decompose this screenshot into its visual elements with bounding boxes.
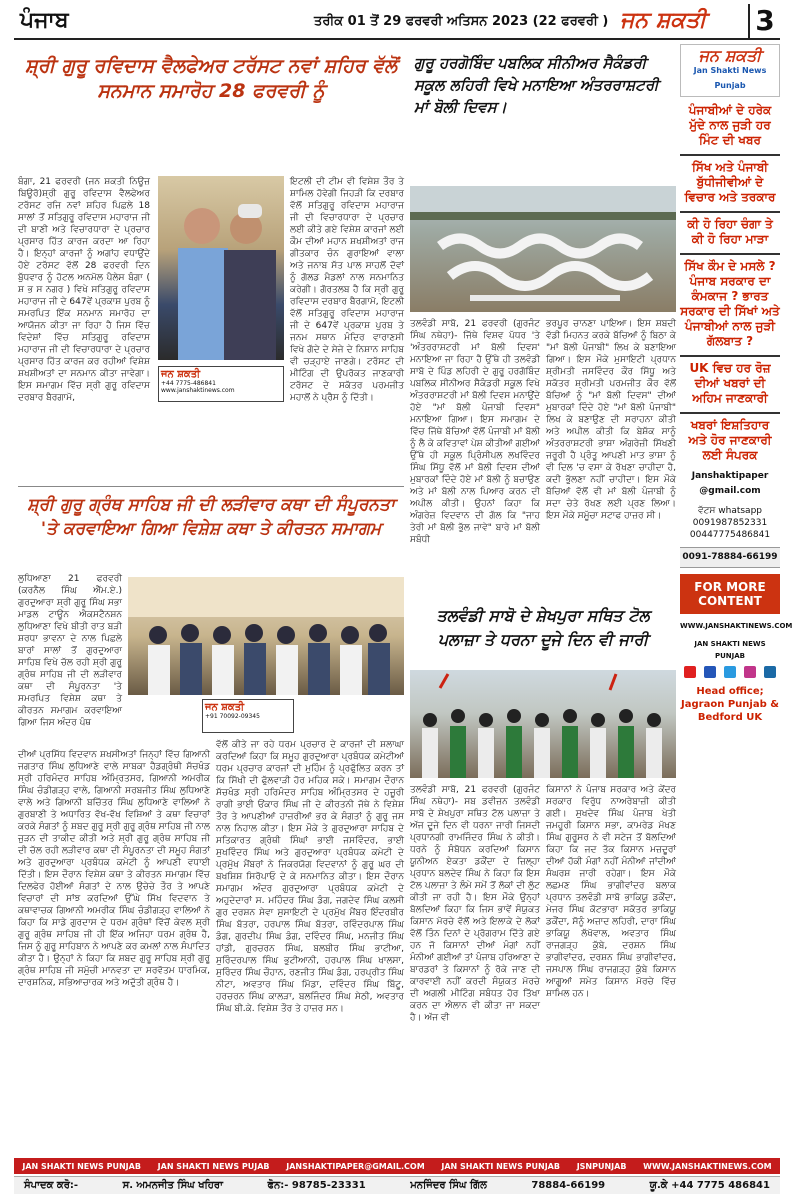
divider xyxy=(680,154,780,156)
ad-url: www.janshaktinews.com xyxy=(161,387,235,394)
article-3-headline: ਸ਼੍ਰੀ ਗੁਰੂ ਗ੍ਰੰਥ ਸਾਹਿਬ ਜੀ ਦੀ ਲੜੀਵਾਰ ਕਥਾ ਦੀ ਸੰਪੂਰਨਤਾ 'ਤੇ ਕਰਵਾਇਆ ਗਿਆ ਵਿਸ਼ੇਸ਼ ਕਥਾ ਤੇ ਕੀਰਤਨ ਸਮਾਗਮ xyxy=(27,495,395,539)
divider xyxy=(680,253,780,255)
divider xyxy=(680,355,780,357)
section-title: ਪੰਜਾਬ xyxy=(20,8,69,33)
footer-facebook[interactable]: JAN SHAKTI NEWS PUJAB xyxy=(157,1161,270,1171)
ad-box-1 xyxy=(158,366,284,402)
page-header xyxy=(14,6,780,40)
article-2-col1: ਤਲਵੰਡੀ ਸਾਬੋ, 21 ਫਰਵਰੀ (ਗੁਰਜੰਟ ਸਿੰਘ ਨਥੇਹਾ)- ਜਿੱਥੇ ਵਿਸ਼ਵ ਪੱਧਰ 'ਤੇ 'ਅੰਤਰਰਾਸ਼ਟਰੀ ਮਾਂ ਬੋਲੀ ਦਿਵਸ' ਮਨਾਇਆ ਜਾ ਰਿਹਾ ਹੈ ਉੱਥੇ ਹੀ ਤਲਵੰਡੀ ਸਾਬੋ ਦੇ ਪਿੰਡ ਲਹਿਰੀ ਦੇ ਗੁਰੂ ਹਰਗੋਬਿੰਦ ਪਬਲਿਕ ਸੀਨੀਅਰ ਸੈਕੰਡਰੀ ਸਕੂਲ ਵਿਖੇ ਅੰਤਰਰਾਸ਼ਟਰੀ ਮਾਂ ਬੋਲੀ ਦਿਵਸ ਮਨਾਉਂਦੇ ਹੋਏ "ਮਾਂ ਬੋਲੀ ਪੰਜਾਬੀ ਦਿਵਸ" ਮਨਾਇਆ ਗਿਆ। ਇਸ ਸਮਾਗਮ ਦੇ ਵਿੱਚ ਜਿੱਥੇ ਬੱਚਿਆਂ ਵੱਲੋਂ ਪੰਜਾਬੀ ਮਾਂ ਬੋਲੀ ਨੂੰ ਲੈ ਕੇ ਕਵਿਤਾਵਾਂ ਪੇਸ਼ ਕੀਤੀਆਂ ਗਈਆਂ ਉੱਥੇ ਹੀ ਸਕੂਲ ਪ੍ਰਿੰਸੀਪਲ ਲਖਵਿੰਦਰ ਸਿੰਘ ਸਿੱਧੂ ਵੱਲੋਂ ਮਾਂ ਬੋਲੀ ਦਿਵਸ ਦੀਆਂ ਮੁਬਾਰਕਾਂ ਦਿੰਦੇ ਹੋਏ ਮਾਂ ਬੋਲੀ ਨੂੰ ਬਚਾਉਣ ਅਤੇ ਮਾਂ ਬੋਲੀ ਨਾਲ ਪਿਆਰ ਕਰਨ ਦੀ ਅਪੀਲ ਕੀਤੀ। ਉਹਨਾਂ ਕਿਹਾ ਕਿ ਅੰਗਰੇਜ਼ ਵਿਦਵਾਨ ਦੀ ਗੱਲ ਕਿ "ਜਾਹ ਤੇਰੀ ਮਾਂ ਬੋਲੀ ਭੁੱਲ ਜਾਵੇ" ਬਾਰੇ ਮਾਂ ਬੋਲੀ ਸਬੰਧੀ xyxy=(410,319,540,545)
sidebar-brand-block xyxy=(680,44,780,97)
sidebar-b1: ਪੰਜਾਬੀਆਂ ਦੇ ਹਰੇਕ ਮੁੱਦੇ ਨਾਲ ਜੁੜੀ ਹਰ ਮਿੰਟ ਦੀ ਖਬਰ xyxy=(688,103,772,147)
portrait-photo xyxy=(158,176,284,360)
sidebar-social-label: JAN SHAKTI NEWS PUNJAB xyxy=(694,640,766,660)
sidebar-phone: 0091-78884-66199 xyxy=(680,547,780,568)
whatsapp-number-1: 0091987852331 xyxy=(692,518,768,528)
editor-name: ਸ. ਅਮਨਜੀਤ ਸਿੰਘ ਖਹਿਰਾ xyxy=(122,1180,223,1191)
sidebar-b6: ਖਬਰਾਂ ਇਸ਼ਤਿਹਾਰ ਅਤੇ ਹੋਰ ਜਾਣਕਾਰੀ ਲਈ ਸੰਪਰਕ xyxy=(688,418,772,462)
linkedin-icon[interactable] xyxy=(764,666,776,678)
masthead-logo: ਜਨ ਸ਼ਕਤੀ xyxy=(620,8,707,33)
ad-brand: ਜਨ ਸ਼ਕਤੀ xyxy=(161,369,201,380)
manager-phone: 78884-66199 xyxy=(531,1180,606,1191)
article-3 xyxy=(18,486,404,1150)
article-4-headline: ਤਲਵੰਡੀ ਸਾਬੋ ਦੇ ਸ਼ੇਖਪੁਰਾ ਸਥਿਤ ਟੋਲ ਪਲਾਜ਼ਾ ਤੇ ਧਰਨਾ ਦੂਜੇ ਦਿਨ ਵੀ ਜਾਰੀ xyxy=(436,606,650,649)
students-formation-photo xyxy=(410,186,676,312)
article-2-col2: ਭਰਪੂਰ ਚਾਨਣਾ ਪਾਇਆ। ਇਸ ਸ਼ਬਦੀ ਵੱਡੀ ਮਿਹਨਤ ਕਰਕੇ ਬੱਚਿਆਂ ਨੂੰ ਬਿਠਾ ਕੇ "ਮਾਂ ਬੋਲੀ ਪੰਜਾਬੀ" ਲਿਖ ਕੇ ਬਣਾਇਆ ਗਿਆ। ਇਸ ਮੌਕੇ ਮੁਸਾਇਟੀ ਪ੍ਰਧਾਨ ਸ਼੍ਰੀਮਤੀ ਜਸਵਿੰਦਰ ਕੌਰ ਸਿੱਧੂ ਅਤੇ ਸਕੱਤਰ ਸ਼੍ਰੀਮਤੀ ਪਰਮਜੀਤ ਕੌਰ ਵੱਲੋਂ ਬੱਚਿਆਂ ਨੂੰ "ਮਾਂ ਬੋਲੀ ਦਿਵਸ" ਦੀਆਂ ਮੁਬਾਰਕਾਂ ਦਿੰਦੇ ਹੋਏ "ਮਾਂ ਬੋਲੀ ਪੰਜਾਬੀ" ਲਿਖ ਕੇ ਬਣਾਉਣ ਦੀ ਸਰਾਹਨਾ ਕੀਤੀ ਅਤੇ ਅਪੀਲ ਕੀਤੀ ਕਿ ਬੇਸ਼ੱਕ ਸਾਨੂੰ ਅੰਤਰਰਾਸ਼ਟਰੀ ਭਾਸ਼ਾ ਅੰਗਰੇਜ਼ੀ ਸਿੱਖਣੀ ਜਰੂਰੀ ਹੈ ਪ੍ਰੰਤੂ ਆਪਣੀ ਮਾਤ ਭਾਸ਼ਾ ਨੂੰ ਵੀ ਦਿਲ 'ਚ ਵਸਾ ਕੇ ਰੱਖਣਾ ਚਾਹੀਦਾ ਹੈ, ਕਦੀ ਭੁੱਲਣਾ ਨਹੀਂ ਚਾਹੀਦਾ। ਇਸ ਮੌਕੇ ਬੱਚਿਆਂ ਵੱਲੋਂ ਵੀ ਮਾਂ ਬੋਲੀ ਪੰਜਾਬੀ ਨੂੰ ਸਦਾ ਚੇਤੇ ਰੱਖਣ ਲਈ ਪ੍ਰਣ ਲਿਆ। ਇਸ ਮੌਕੇ ਸਮੂੱਚਾ ਸਟਾਫ ਹਾਜ਼ਰ ਸੀ। xyxy=(546,319,676,521)
article-1-col1: ਬੰਗਾ, 21 ਫਰਵਰੀ (ਜਨ ਸ਼ਕਤੀ ਨਿਊਜ਼ ਬਿਊਰੋ)ਸ਼੍ਰੀ ਗੁਰੂ ਰਵਿਦਾਸ ਵੈਲਫੇਅਰ ਟਰੱਸਟ ਰਜਿ ਨਵਾਂ ਸ਼ਹਿਰ ਪਿਛਲੇ 18 ਸਾਲਾਂ ਤੋਂ ਸਤਿਗੁਰੂ ਰਵਿਦਾਸ ਮਹਾਰਾਜ ਜੀ ਦੀ ਬਾਣੀ ਅਤੇ ਵਿਚਾਰਧਾਰਾ ਦੇ ਪ੍ਰਚਾਰ ਪ੍ਰਸਾਰ ਹਿੱਤ ਕਾਰਜ ਕਰਦਾ ਆ ਰਿਹਾ ਹੈ। ਇਨ੍ਹਾਂ ਕਾਰਜਾਂ ਨੂੰ ਅਗਾਂਹ ਵਧਾਉਂਦੇ ਹੋਏ ਟਰੱਸਟ ਵੱਲੋਂ 28 ਫਰਵਰੀ ਦਿਨ ਬੁੱਧਵਾਰ ਨੂੰ ਹੋਟਲ ਅਨਮੋਲ ਪੈਲੇਸ ਬੰਗਾ ( ਸ਼ ਭ ਸ ਨਗਰ ) ਵਿਖੇ ਸਤਿਗੁਰੂ ਰਵਿਦਾਸ ਮਹਾਰਾਜ ਜੀ ਦੇ 647ਵੇਂ ਪ੍ਰਕਾਸ਼ ਪੁਰਬ ਨੂੰ ਸਮਰਪਿਤ ਇੱਕ ਸਨਮਾਨ ਸਮਾਰੋਹ ਦਾ ਆਯੋਜਨ ਕੀਤਾ ਜਾ ਰਿਹਾ ਹੈ ਜਿਸ ਵਿੱਚ ਵਿਦੇਸ਼ਾਂ ਵਿੱਚ ਸਤਿਗੁਰੂ ਰਵਿਦਾਸ ਮਹਾਰਾਜ ਜੀ ਦੀ ਵਿਚਾਰਧਾਰਾ ਦੇ ਪ੍ਰਚਾਰ ਪ੍ਰਸਾਰ ਹਿੱਤ ਕਾਰਜ ਕਰ ਰਹੀਆਂ ਵਿਸ਼ੇਸ਼ ਸ਼ਖਸ਼ੀਅਤਾਂ ਦਾ ਸਨਮਾਨ ਕੀਤਾ ਜਾਵੇਗਾ। ਇਸ ਸਮਾਗਮ ਵਿੱਚ ਸ੍ਰੀ ਗੁਰੂ ਰਵਿਦਾਸ ਦਰਬਾਰ ਬੈਰਗਾਮੋ, xyxy=(18,177,150,403)
gathering-photo xyxy=(128,577,404,695)
footer-email[interactable]: JANSHAKTIPAPER@GMAIL.COM xyxy=(286,1161,425,1171)
whatsapp-label: ਵੱਟਸ whatsapp xyxy=(698,506,762,516)
article-4 xyxy=(410,600,676,1150)
sidebar xyxy=(680,44,792,1144)
article-4-col1: ਤਲਵੰਡੀ ਸਾਬੋ, 21 ਫਰਵਰੀ (ਗੁਰਜੰਟ ਸਿੰਘ ਨਥੇਹਾ)- ਸਬ ਡਵੀਜ਼ਨ ਤਲਵੰਡੀ ਸਾਬੋ ਦੇ ਸ਼ੇਖਪੁਰਾ ਸਥਿਤ ਟੋਲ ਪਲਾਜ਼ਾ ਤੇ ਅੱਜ ਦੂਜੇ ਦਿਨ ਵੀ ਧਰਨਾ ਜਾਰੀ ਜਿਸਦੀ ਪ੍ਰਧਾਨਗੀ ਰਾਮਜਿੰਦਰ ਸਿੰਘ ਨੇ ਕੀਤੀ। ਧਰਨੇ ਨੂੰ ਸੰਬੋਧਨ ਕਰਦਿਆਂ ਕਿਸਾਨ ਯੂਨੀਅਨ ਏਕਤਾ ਡਕੌਂਦਾ ਦੇ ਜ਼ਿਲ੍ਹਾ ਪ੍ਰਧਾਨ ਬਲਦੇਵ ਸਿੰਘ ਨੇ ਕਿਹਾ ਕਿ ਇਸ ਟੋਲ ਪਲਾਜ਼ਾ ਤੇ ਲੰਮੇ ਸਮੇਂ ਤੋਂ ਲੋਕਾਂ ਦੀ ਲੁੱਟ ਕੀਤੀ ਜਾ ਰਹੀ ਹੈ। ਇਸ ਮੌਕੇ ਉਨ੍ਹਾਂ ਬੋਲਦਿਆਂ ਕਿਹਾ ਕਿ ਜਿਸ ਭਾਵੇਂ ਸੰਯੁਕਤ ਕਿਸਾਨ ਮੋਰਚੇ ਵੱਲੋਂ ਅਤੇ ਇਲਾਕੇ ਦੇ ਲੋਕਾਂ ਵੱਲੋਂ ਤਿੰਨ ਦਿਨਾਂ ਦੇ ਪ੍ਰੋਗਰਾਮ ਦਿੱਤੇ ਗਏ ਹਨ ਜੋ ਕਿਸਾਨਾਂ ਦੀਆਂ ਮੰਗਾਂ ਨਹੀਂ ਮੰਨੀਆਂ ਗਈਆਂ ਤਾਂ ਪੰਜਾਬ ਹਰਿਆਣਾ ਦੇ ਬਾਰਡਰਾਂ ਤੇ ਕਿਸਾਨਾਂ ਨੂੰ ਰੋਕੇ ਜਾਣ ਦੀ ਕਾਰਵਾਈ ਨਹੀਂ ਕਰਦੀ ਸੰਯੁਕਤ ਮੋਰਚੇ ਦੀ ਅਗਲੀ ਮੀਟਿੰਗ ਸਬੰਧਤ ਹੋਰ ਤਿੱਖਾ ਕਰਨ ਦਾ ਐਲਾਨ ਵੀ ਕੀਤਾ ਜਾ ਸਕਦਾ ਹੈ। ਅੱਜ ਵੀ xyxy=(410,785,540,1023)
footer-twitter[interactable]: JSNPUNJAB xyxy=(576,1161,627,1171)
sidebar-b3: ਕੀ ਹੋ ਰਿਹਾ ਚੰਗਾ ਤੇ ਕੀ ਹੋ ਰਿਹਾ ਮਾੜਾ xyxy=(687,217,773,246)
sidebar-b2: ਸਿੱਖ ਅਤੇ ਪੰਜਾਬੀ ਬੁੱਧੀਜੀਵੀਆਂ ਦੇ ਵਿਚਾਰ ਅਤੇ ਤਰਕਾਰ xyxy=(684,160,776,204)
article-1 xyxy=(18,48,404,488)
article-2 xyxy=(410,48,676,545)
instagram-icon[interactable] xyxy=(744,666,756,678)
editor-phone: ਫੋਨ:- 98785-23331 xyxy=(267,1180,366,1191)
youtube-icon[interactable] xyxy=(684,666,696,678)
article-1-headline: ਸ਼੍ਰੀ ਗੁਰੂ ਰਵਿਦਾਸ ਵੈਲਫੇਅਰ ਟਰੱਸਟ ਨਵਾਂ ਸ਼ਹਿਰ ਵੱਲੋਂ ਸਨਮਾਨ ਸਮਾਰੋਹ 28 ਫਰਵਰੀ ਨੂੰ xyxy=(24,55,398,102)
article-4-col2: ਕਿਸਾਨਾਂ ਨੇ ਪੰਜਾਬ ਸਰਕਾਰ ਅਤੇ ਕੇਂਦਰ ਸਰਕਾਰ ਵਿਰੁੱਧ ਨਾਅਰੇਬਾਜ਼ੀ ਕੀਤੀ ਗਈ। ਸੁਖਦੇਵ ਸਿੰਘ ਪੰਜਾਬ ਖੇਤੀ ਜਮਹੂਰੀ ਕਿਸਾਨ ਸਭਾ, ਕਾਮਰੇਡ ਮੱਖਣ ਸਿੰਘ ਗੁਰੂਸਰ ਨੇ ਵੀ ਸਟੇਜ ਤੋਂ ਬੋਲਦਿਆਂ ਕਿਹਾ ਕਿ ਜਦ ਤੱਕ ਕਿਸਾਨ ਮਜ਼ਦੂਰਾਂ ਦੀਆਂ ਹੱਕੀ ਮੰਗਾਂ ਨਹੀਂ ਮੰਨੀਆਂ ਜਾਂਦੀਆਂ ਸੰਘਰਸ਼ ਜਾਰੀ ਰਹੇਗਾ। ਇਸ ਮੌਕੇ ਲਛਮਣ ਸਿੰਘ ਭਾਗੀਵਾਂਦਰ ਬਲਾਕ ਪ੍ਰਧਾਨ ਤਲਵੰਡੀ ਸਾਬੋ ਭਾਕਿਯੂ ਡਕੌਂਦਾ, ਮੇਜਰ ਸਿੰਘ ਕੋਟਭਾਰਾ ਸਕੱਤਰ ਭਾਕਿਯੂ ਡਕੌਂਦਾ, ਸੋਨੂੰ ਅਜ਼ਾਦ ਲਹਿਰੀ, ਦਾਰਾ ਸਿੰਘ ਭਾਕਿਯੂ ਲੱਖੋਵਾਲ, ਅਵਤਾਰ ਸਿੰਘ ਰਾਜਗੜ੍ਹ ਕੁੱਬੇ, ਦਰਸ਼ਨ ਸਿੰਘ ਭਾਗੀਵਾਂਦਰ, ਦਰਸ਼ਨ ਸਿੰਘ ਭਾਗੀਵਾਂਦਰ, ਜਸਪਾਲ ਸਿੰਘ ਰਾਜਗੜ੍ਹ ਕੁੱਬੇ ਕਿਸਾਨ ਆਗੂਆਂ ਸਮੇਤ ਕਿਸਾਨ ਮੋਰਚੇ ਵਿੱਚ ਸ਼ਾਮਿਲ ਹਨ। xyxy=(546,785,676,999)
article-4-photo xyxy=(410,670,676,778)
page-number: 3 xyxy=(748,4,780,40)
more-content-banner: FOR MORE CONTENT xyxy=(680,574,780,614)
divider xyxy=(680,412,780,414)
article-2-photo xyxy=(410,186,676,312)
article-3-col1: ਦੀਆਂ ਪ੍ਰਸਿੱਧ ਵਿਦਵਾਨ ਸ਼ਖਸੀਅਤਾਂ ਜਿਨ੍ਹਾਂ ਵਿੱਚ ਗਿਆਨੀ ਜਗਤਾਰ ਸਿੰਘ ਲੁਧਿਆਣੇ ਵਾਲੇ ਸਾਬਕਾ ਹੈਡਗ੍ਰੰਥੀ ਸੱਚਖੰਡ ਸ੍ਰੀ ਹਰਿਮੰਦਰ ਸਾਹਿਬ ਅੰਮ੍ਰਿਤਸਰ, ਗਿਆਨੀ ਅਮਰੀਕ ਸਿੰਘ ਚੰਡੀਗੜ੍ਹ ਵਾਲੇ, ਗਿਆਨੀ ਸਰਬਜੀਤ ਸਿੰਘ ਲੁਧਿਆਣੇ ਵਾਲੇ ਅਤੇ ਗਿਆਨੀ ਬਚਿੱਤਰ ਸਿੰਘ ਲੁਧਿਆਣੇ ਵਾਲਿਆਂ ਨੇ ਗੁਰਬਾਣੀ ਤੇ ਅਧਾਰਿਤ ਵੱਖ-ਵੱਖ ਵਿਸ਼ਿਆਂ ਤੇ ਕਥਾ ਵਿਚਾਰਾਂ ਕਰਕੇ ਸੰਗਤਾਂ ਨੂੰ ਸ਼ਬਦ ਗੁਰੂ ਸ੍ਰੀ ਗੁਰੂ ਗ੍ਰੰਥ ਸਾਹਿਬ ਜੀ ਨਾਲ ਜੁੜਨ ਦੀ ਤਾਕੀਦ ਕੀਤੀ ਅਤੇ ਸ਼੍ਰੀ ਗੁਰੂ ਗ੍ਰੰਥ ਸਾਹਿਬ ਜੀ ਦੀ ਚੱਲ ਰਹੀ ਲੜੀਵਾਰ ਕਥਾ ਦੀ ਸੰਪੂਰਨਤਾ ਦੀ ਸਮੂਹ ਸੰਗਤਾਂ ਅਤੇ ਗੁਰਦੁਆਰਾ ਪ੍ਰਬੰਧਕ ਕਮੇਟੀ ਨੂੰ ਆਪਣੀ ਵਧਾਈ ਦਿੱਤੀ। ਇਸ ਦੌਰਾਨ ਵਿਸ਼ੇਸ਼ ਕਥਾ ਤੇ ਕੀਰਤਨ ਸਮਾਗਮ ਵਿੱਚ ਦਿਲਫੇਰ ਹੋਈਆਂ ਸੰਗਤਾਂ ਦੇ ਨਾਲ ਉਚੇਚੇ ਤੌਰ ਤੇ ਆਪਣੇ ਵਿਚਾਰਾਂ ਦੀ ਸਾਂਝ ਕਰਦਿਆਂ ਉੱਘੇ ਸਿੱਖ ਵਿਦਵਾਨ ਤੇ ਕਥਾਵਾਚਕ ਗਿਆਨੀ ਅਮਰੀਕ ਸਿੰਘ ਚੰਡੀਗੜ੍ਹ ਵਾਲਿਆਂ ਨੇ ਕਿਹਾ ਕਿ ਸਾਡੇ ਗੁਰਦਾਸ ਦੇ ਧਰਮ ਗ੍ਰੰਥਾਂ ਵਿੱਚੋਂ ਕੇਵਲ ਸ਼੍ਰੀ ਗੁਰੂ ਗ੍ਰੰਥ ਸਾਹਿਬ ਜੀ ਹੀ ਇੱਕ ਅਜਿਹਾ ਧਰਮ ਗ੍ਰੰਥ ਹੈ, ਜਿਸ ਨੂੰ ਗੁਰੂ ਸਾਹਿਬਾਨ ਨੇ ਆਪਣੇ ਕਰ ਕਮਲਾਂ ਨਾਲ ਸੰਪਾਦਿਤ ਕੀਤਾ ਹੈ। ਉਨ੍ਹਾਂ ਨੇ ਕਿਹਾ ਕਿ ਸ਼ਬਦ ਗੁਰੂ ਸਾਹਿਬ ਸ਼੍ਰੀ ਗੁਰੂ ਗ੍ਰੰਥ ਸਾਹਿਬ ਜੀ ਸਮੁੱਚੀ ਮਾਨਵਤਾ ਦਾ ਸਰਵੋਤਮ ਧਾਰਮਿਕ, ਦਾਰਸ਼ਨਿਕ, ਸਭਿਆਚਾਰਕ ਅਤੇ ਅਦੁੱਤੀ ਗ੍ਰੰਥ ਹੈ। xyxy=(18,750,210,988)
sidebar-b4: ਸਿੱਖ ਕੌਮ ਦੇ ਮਸਲੇ ? ਪੰਜਾਬ ਸਰਕਾਰ ਦਾ ਕੰਮਕਾਜ ? ਭਾਰਤ ਸਰਕਾਰ ਦੀ ਸਿੱਖਾਂ ਅਤੇ ਪੰਜਾਬੀਆਂ ਨਾਲ ਜੁੜੀ ਗੱਲਬਾਤ ? xyxy=(680,259,780,348)
article-1-photo xyxy=(158,176,284,360)
footer-credits xyxy=(14,1176,780,1194)
manager-name: ਮਨਜਿੰਦਰ ਸਿੰਘ ਗਿੱਲ xyxy=(410,1180,487,1191)
footer-social-bar xyxy=(14,1158,780,1174)
sidebar-url[interactable]: WWW.JANSHAKTINEWS.COM xyxy=(680,622,792,630)
whatsapp-number-2: 00447775486841 xyxy=(689,530,771,540)
ad-box-2 xyxy=(202,699,294,733)
article-3-photo xyxy=(128,577,404,695)
article-1-col2: ਇਟਲੀ ਦੀ ਟੀਮ ਵੀ ਵਿਸ਼ੇਸ਼ ਤੌਰ ਤੇ ਸ਼ਾਮਿਲ ਹੋਵੇਗੀ ਜਿਹੜੀ ਕਿ ਦਰਬਾਰ ਵੱਲੋਂ ਸਤਿਗੁਰੂ ਰਵਿਦਾਸ ਮਹਾਰਾਜ ਜੀ ਦੀ ਵਿਚਾਰਧਾਰਾ ਦੇ ਪ੍ਰਚਾਰ ਲਈ ਕੀਤੇ ਗਏ ਵਿਸ਼ੇਸ਼ ਕਾਰਜਾਂ ਲਈ ਕੌਮ ਦੀਆਂ ਮਹਾਨ ਸ਼ਖਸ਼ੀਅਤਾਂ ਰਾਜ ਗੀਤਕਾਰ ਚੰਨ ਗੁਰਾਇਆਂ ਵਾਲਾ ਅਤੇ ਜਨਾਬ ਸੱਤ ਪਾਲ ਸਾਹਲੋਂ ਦੋਵਾਂ ਨੂੰ ਗੋਲਡ ਮੈਡਲਾਂ ਨਾਲ ਸਨਮਾਨਿਤ ਕਰੇਗੀ। ਗੋਰਤਲਬ ਹੈ ਕਿ ਸ੍ਰੀ ਗੁਰੂ ਰਵਿਦਾਸ ਦਰਬਾਰ ਬੈਰਗਾਮੋ, ਇਟਲੀ ਵੱਲੋਂ ਸਤਿਗੁਰੂ ਰਵਿਦਾਸ ਮਹਾਰਾਜ ਜੀ ਦੇ 647ਵੇਂ ਪ੍ਰਕਾਸ਼ ਪੁਰਬ ਤੇ ਜਨਮ ਸਥਾਨ ਮੰਦਿਰ ਵਾਰਾਣਸੀ ਵਿਖੇ ਗੱਦੇ ਦੇ ਸੇਜੇ ਦੇ ਨਿਸ਼ਾਨ ਸਾਹਿਬ ਵੀ ਚੜ੍ਹਾਏ ਜਾਣਗੇ। ਟਰੱਸਟ ਦੀ ਮੀਟਿੰਗ ਦੀ ਉਪਰੋਕਤ ਜਾਣਕਾਰੀ ਟਰੱਸਟ ਦੇ ਸਕੱਤਰ ਪਰਮਜੀਤ ਮਹਾਲੋਂ ਨੇ ਪ੍ਰੈਸ ਨੂੰ ਦਿੱਤੀ। xyxy=(290,177,404,403)
sidebar-email[interactable]: Janshaktipaper @gmail.com xyxy=(691,471,769,496)
footer-instagram[interactable]: JAN SHAKTI NEWS PUNJAB xyxy=(441,1161,560,1171)
footer-youtube[interactable]: JAN SHAKTI NEWS PUNJAB xyxy=(22,1161,141,1171)
social-icons xyxy=(680,664,780,679)
article-3-col2: ਵੱਲੋਂ ਕੀਤੇ ਜਾ ਰਹੇ ਧਰਮ ਪ੍ਰਚਾਰ ਦੇ ਕਾਰਜਾਂ ਦੀ ਸ਼ਲਾਘਾ ਕਰਦਿਆਂ ਕਿਹਾ ਕਿ ਸਮੂਹ ਗੁਰਦੁਆਰਾ ਪ੍ਰਬੰਧਕ ਕਮੇਟੀਆਂ ਧਰਮ ਪ੍ਰਚਾਰ ਕਾਰਜਾਂ ਦੀ ਮੁਹਿੰਮ ਨੂੰ ਪ੍ਰਫੁੱਲਿਤ ਕਰਨ ਤਾਂ ਕਿ ਸਿੱਖੀ ਦੀ ਫੁੱਲਵਾੜੀ ਹੋਰ ਮਹਿਕ ਸਕੇ। ਸਮਾਗਮ ਦੌਰਾਨ ਸੱਚਖੰਡ ਸ੍ਰੀ ਹਰਿਮੰਦਰ ਸਾਹਿਬ ਅੰਮ੍ਰਿਤਸਰ ਦੇ ਹਜ਼ੂਰੀ ਰਾਗੀ ਭਾਈ ਓਂਕਾਰ ਸਿੰਘ ਜੀ ਦੇ ਕੀਰਤਨੀ ਜੱਥੇ ਨੇ ਵਿਸ਼ੇਸ਼ ਤੌਰ ਤੇ ਆਪਣੀਆਂ ਹਾਜ਼ਰੀਆਂ ਭਰ ਕੇ ਸੰਗਤਾਂ ਨੂੰ ਗੁਰੂ ਜਸ ਨਾਲ ਨਿਹਾਲ ਕੀਤਾ। ਇਸ ਮੌਕੇ ਤੇ ਗੁਰਦੁਆਰਾ ਸਾਹਿਬ ਦੇ ਸਤਿਕਾਰਤ ਗ੍ਰੰਥੀ ਸਿੰਘਾਂ ਭਾਈ ਜਸਵਿੰਦਰ, ਭਾਈ ਸੁਖਵਿੰਦਰ ਸਿੰਘ ਅਤੇ ਗੁਰਦੁਆਰਾ ਪ੍ਰਬੰਧਕ ਕਮੇਟੀ ਦੇ ਪ੍ਰਮੁੱਖ ਮੈਂਬਰਾਂ ਨੇ ਜਿਕਰਯੋਗ ਵਿਦਵਾਨਾਂ ਨੂੰ ਗੁਰੂ ਘਰ ਦੀ ਬਖਸ਼ਿਸ਼ ਸਿਰੋਪਾਓ ਦੇ ਕੇ ਸਨਮਾਨਿਤ ਕੀਤਾ। ਇਸ ਦੌਰਾਨ ਸਮਾਗਮ ਅੰਦਰ ਗੁਰਦੁਆਰਾ ਪ੍ਰਬੰਧਕ ਕਮੇਟੀ ਦੇ ਅਹੁਦੇਦਾਰਾਂ ਸ. ਮਹਿੰਦਰ ਸਿੰਘ ਡੰਗ, ਜਗਦੇਵ ਸਿੰਘ ਕਲਸੀ ਗੁਰ ਦਰਸ਼ਨ ਸੇਵਾ ਸੁਸਾਇਟੀ ਦੇ ਪ੍ਰਮੁੱਖ ਮੈਂਬਰ ਇੰਦਰਬੀਰ ਸਿੰਘ ਬੱਤਰਾ, ਹਰਪਾਲ ਸਿੰਘ ਬੱਤਰਾ, ਰਵਿੰਦਰਪਾਲ ਸਿੰਘ ਡੰਗ, ਗੁਰਦੀਪ ਸਿੰਘ ਡੰਗ, ਦਵਿੰਦਰ ਸਿੰਘ, ਮਨਜੀਤ ਸਿੰਘ ਹਾਂਡੀ, ਗੁਰਚਰਨ ਸਿੰਘ, ਬਲਬੀਰ ਸਿੰਘ ਭਾਟੀਆ, ਸੁਰਿੰਦਰਪਾਲ ਸਿੰਘ ਭੁਟੀਆਨੀ, ਹਰਪਾਲ ਸਿੰਘ ਖਾਲਸਾ, ਸੁਰਿੰਦਰ ਸਿੰਘ ਚੌਹਾਨ, ਰਣਜੀਤ ਸਿੰਘ ਡੰਗ, ਹਰਪ੍ਰੀਤ ਸਿੰਘ ਨੀਟਾ, ਅਵਤਾਰ ਸਿੰਘ ਮਿੱਡਾ, ਦਵਿੰਦਰ ਸਿੰਘ ਬਿੱਟੂ, ਹਰਚਰਨ ਸਿੰਘ ਕਾਲੜਾ, ਬਲਜਿੰਦਰ ਸਿੰਘ ਸੇਠੀ, ਅਵਤਾਰ ਸਿੰਘ ਬੀ.ਕੇ. ਵਿਸ਼ੇਸ਼ ਤੌਰ ਤੇ ਹਾਜ਼ਰ ਸਨ। xyxy=(216,740,404,1014)
sidebar-brand: ਜਨ ਸ਼ਕਤੀ xyxy=(698,46,762,65)
ad2-brand: ਜਨ ਸ਼ਕਤੀ xyxy=(205,702,245,713)
article-2-headline: ਗੁਰੂ ਹਰਗੋਬਿੰਦ ਪਬਲਿਕ ਸੀਨੀਅਰ ਸੈਕੰਡਰੀ ਸਕੂਲ ਲਹਿਰੀ ਵਿਖੇ ਮਨਾਇਆ ਅੰਤਰਰਾਸ਼ਟਰੀ ਮਾਂ ਬੋਲੀ ਦਿਵਸ। xyxy=(414,54,659,116)
sidebar-b5: UK ਵਿਚ ਹਰ ਰੋਜ਼ ਦੀਆਂ ਖਬਰਾਂ ਦੀ ਅਹਿਮ ਜਾਣਕਾਰੀ xyxy=(689,361,771,405)
uk-phone: ਯੂ.ਕੇ +44 7775 486841 xyxy=(649,1180,770,1191)
issue-date: ਤਰੀਕ 01 ਤੋਂ 29 ਫਰਵਰੀ ਅਤਿਸਨ 2023 (22 ਫਰਵਰੀ ) xyxy=(314,14,609,29)
head-office: Head office; Jagraon Punjab & Bedford UK xyxy=(681,686,779,723)
facebook-icon[interactable] xyxy=(704,666,716,678)
divider xyxy=(680,211,780,213)
footer-website[interactable]: WWW.JANSHAKTINEWS.COM xyxy=(643,1161,772,1171)
article-3-intro: ਲੁਧਿਆਣਾ 21 ਫਰਵਰੀ (ਕਰਨੈਲ ਸਿੰਘ ਐੱਮ.ਏ.) ਗੁਰਦੁਆਰਾ ਸ਼੍ਰੀ ਗੁਰੂ ਸਿੰਘ ਸਭਾ ਮਾਡਲ ਟਾਊਨ ਐਕਸਟੈਨਸ਼ਨ ਲੁਧਿਆਣਾ ਵਿਖੇ ਬੀਤੀ ਰਾਤ ਬੜੀ ਸ਼ਰਧਾ ਭਾਵਨਾ ਦੇ ਨਾਲ ਪਿਛਲੇ ਬਾਰਾਂ ਸਾਲਾਂ ਤੋਂ ਗੁਰਦੁਆਰਾ ਸਾਹਿਬ ਵਿਖੇ ਚੱਲ ਰਹੀ ਸ਼੍ਰੀ ਗੁਰੂ ਗ੍ਰੰਥ ਸਾਹਿਬ ਜੀ ਦੀ ਲੜੀਵਾਰ ਕਥਾ ਦੀ ਸੰਪੂਰਨਤਾ 'ਤੇ ਸਮਰਪਿਤ ਵਿਸ਼ੇਸ਼ ਕਥਾ ਤੇ ਕੀਰਤਨ ਸਮਾਗਮ ਕਰਵਾਇਆ ਗਿਆ ਜਿਸ ਅੰਦਰ ਪੰਥ xyxy=(18,574,122,728)
twitter-icon[interactable] xyxy=(724,666,736,678)
ad-phone1: +44 7775-486841 xyxy=(161,380,216,387)
editor-label: ਸੰਪਾਦਕ ਕਰੋ:- xyxy=(24,1180,79,1191)
ad2-phone: +91 70092-09345 xyxy=(205,713,260,720)
sidebar-brand-sub: Jan Shakti News Punjab xyxy=(693,66,767,90)
protest-photo xyxy=(410,670,676,778)
